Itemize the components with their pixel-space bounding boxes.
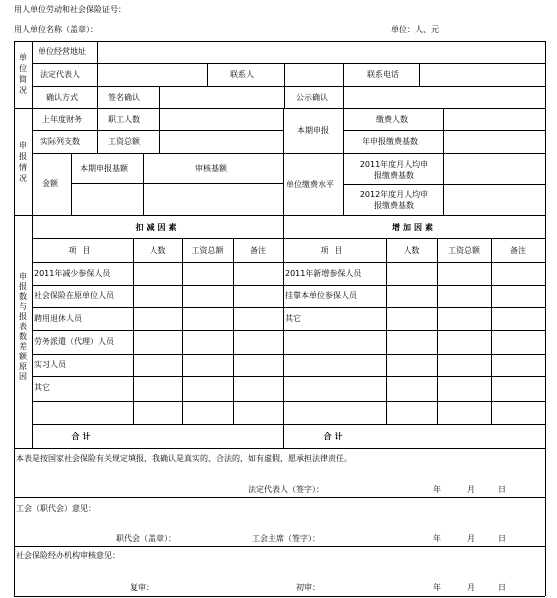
- rule: [14, 108, 545, 109]
- rule: [159, 108, 160, 153]
- legal-rep-label: 法定代表人: [40, 70, 80, 79]
- contributors-label: 缴费人数: [376, 115, 408, 124]
- col-people-left: 人数: [149, 246, 166, 255]
- rule: [437, 238, 438, 424]
- cert-number-label: 用人单位劳动和社会保险证号：: [14, 5, 126, 14]
- rule: [32, 86, 545, 87]
- right-item: 挂靠本单位参保人员: [285, 291, 357, 300]
- rule: [386, 238, 387, 424]
- address-label: 单位经营地址: [38, 47, 86, 56]
- rule: [32, 41, 33, 448]
- union-chair-label: 工会主席（签字）：: [252, 534, 320, 543]
- annual-base-label: 年申报缴费基数: [362, 137, 418, 146]
- col-note-right: 备注: [510, 246, 526, 255]
- rule: [491, 238, 492, 424]
- rule: [207, 63, 208, 86]
- left-item: 劳务派遣（代理）人员: [34, 337, 114, 346]
- rule: [443, 108, 444, 215]
- date-month: 月: [467, 583, 475, 592]
- col-item-left: 项目: [68, 246, 97, 255]
- rule: [284, 63, 285, 86]
- left-item: 2011年减少参保人员: [34, 269, 111, 278]
- review-label: 复审：: [130, 583, 154, 592]
- rule: [343, 86, 344, 108]
- union-opinion-label: 工会（职代会）意见：: [16, 504, 96, 513]
- col-wages-left: 工资总额: [191, 246, 224, 255]
- rule: [343, 184, 545, 185]
- right-item: 2011年新增参保人员: [285, 269, 362, 278]
- section-label-declaration: 申报情况: [19, 141, 27, 183]
- right-factor-title: 增加因素: [392, 223, 436, 232]
- date-day: 日: [498, 485, 506, 494]
- confirm-method-label: 确认方式: [46, 93, 78, 102]
- actual-expense-label: 实际列支数: [40, 137, 80, 146]
- legal-statement: 本表是按国家社会保险有关规定填报，我确认是真实的、合法的，如有虚假，愿承担法律责任。: [16, 454, 352, 463]
- audited-base-label: 审核基额: [195, 164, 227, 173]
- contact-label: 联系人: [230, 70, 254, 79]
- rule: [14, 41, 15, 596]
- rule: [14, 497, 545, 498]
- date-day: 日: [498, 583, 506, 592]
- rule: [32, 262, 545, 263]
- rule: [71, 153, 72, 215]
- rule: [32, 285, 545, 286]
- left-item: 实习人员: [34, 360, 66, 369]
- date-month: 月: [467, 485, 475, 494]
- col-note-left: 备注: [250, 246, 266, 255]
- public-confirm-label: 公示确认: [296, 93, 328, 102]
- rule: [32, 130, 283, 131]
- date-month: 月: [467, 534, 475, 543]
- rule: [143, 153, 144, 215]
- section-label-unit: 单位简况: [19, 53, 27, 95]
- date-day: 日: [498, 534, 506, 543]
- phone-label: 联系电话: [367, 70, 399, 79]
- right-item: 其它: [285, 314, 301, 323]
- rule: [97, 108, 98, 153]
- amount-label: 金额: [42, 179, 58, 188]
- sign-confirm-label: 签名确认: [108, 93, 140, 102]
- rule: [343, 108, 344, 215]
- section-label-diff: 申报数与报表数差额原因: [19, 272, 27, 381]
- rule: [71, 183, 283, 184]
- left-item: 聘用退休人员: [34, 314, 82, 323]
- unit-label: 单位：人、元: [391, 25, 439, 34]
- avg-2011-label: 2011年度月人均申报缴费基数: [359, 160, 429, 180]
- date-year: 年: [433, 485, 441, 494]
- rule: [32, 63, 545, 64]
- col-people-right: 人数: [403, 246, 420, 255]
- wage-total-label: 工资总额: [108, 137, 140, 146]
- left-factor-title: 扣减因素: [135, 223, 180, 232]
- avg-2012-label: 2012年度月人均申报缴费基数: [359, 190, 429, 210]
- rule: [32, 354, 545, 355]
- left-item: 社会保险在原单位人员: [34, 291, 114, 300]
- rule: [14, 448, 545, 449]
- rule: [133, 238, 134, 424]
- rule: [32, 424, 545, 425]
- rule: [32, 376, 545, 377]
- right-total-label: 合计: [323, 432, 346, 441]
- unit-name-label: 用人单位名称（盖章）：: [14, 25, 98, 34]
- rule: [545, 41, 546, 596]
- left-total-label: 合计: [71, 432, 94, 441]
- rule: [14, 596, 545, 597]
- col-item-right: 项目: [320, 246, 349, 255]
- rule: [159, 86, 160, 108]
- left-item: 其它: [34, 383, 50, 392]
- rule: [14, 41, 545, 42]
- rule: [182, 238, 183, 424]
- union-stamp-label: 职代会（盖章）：: [116, 534, 176, 543]
- staff-count-label: 职工人数: [108, 115, 140, 124]
- col-wages-right: 工资总额: [448, 246, 480, 255]
- date-year: 年: [433, 534, 441, 543]
- legal-rep-sign: 法定代表人（签字）：: [248, 485, 324, 494]
- rule: [283, 108, 284, 215]
- rule: [343, 63, 344, 86]
- rule: [32, 153, 545, 154]
- rule: [14, 546, 545, 547]
- last-year-finance-label: 上年度财务: [42, 115, 82, 124]
- first-review-label: 初审：: [296, 583, 320, 592]
- level-label: 单位缴费水平: [286, 180, 334, 189]
- rule: [32, 307, 545, 308]
- rule: [284, 86, 285, 108]
- rule: [32, 238, 545, 239]
- rule: [343, 130, 545, 131]
- rule: [32, 330, 545, 331]
- date-year: 年: [433, 583, 441, 592]
- rule: [419, 63, 420, 86]
- rule: [14, 215, 545, 216]
- agency-opinion-label: 社会保险经办机构审核意见：: [16, 551, 120, 560]
- this-period-label: 本期申报: [297, 126, 329, 135]
- rule: [97, 41, 98, 108]
- rule: [233, 238, 234, 424]
- rule: [32, 401, 545, 402]
- declared-base-label: 本期申报基额: [80, 164, 128, 173]
